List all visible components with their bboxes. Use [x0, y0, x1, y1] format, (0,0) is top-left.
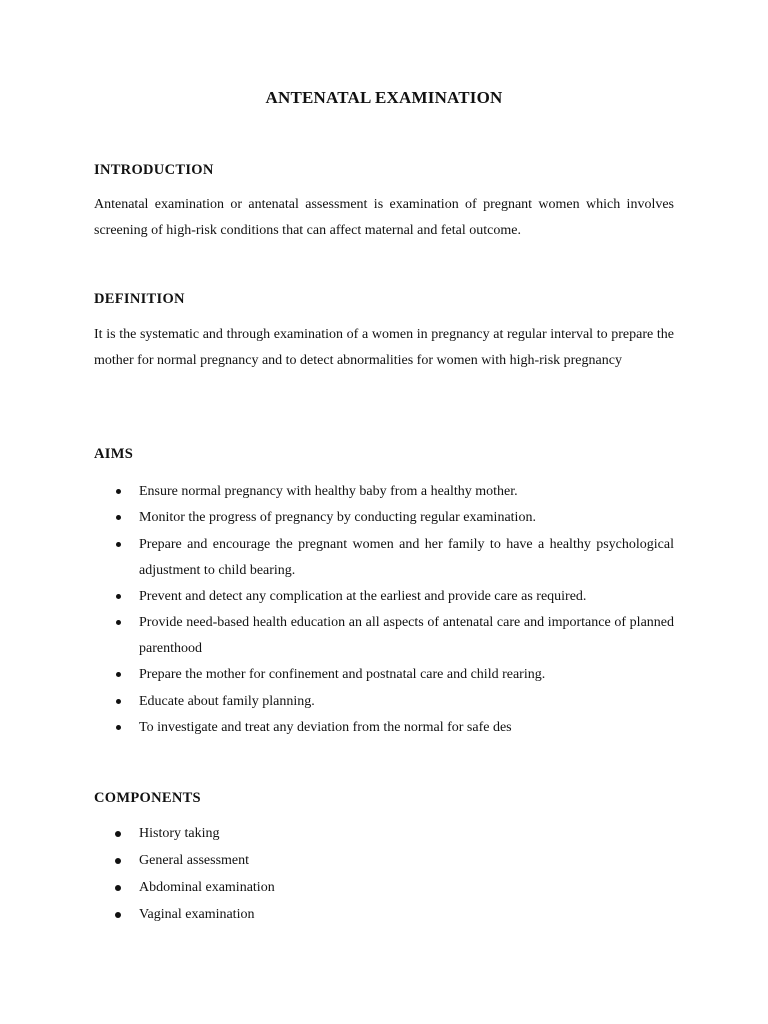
- aims-list-item: [94, 662, 674, 688]
- aims-list-item: [94, 610, 674, 662]
- aims-list-item: [94, 532, 674, 584]
- aims-item-text: Prepare and encourage the pregnant women and her family to have a healthy psychological adjustment to child bearing.: [139, 536, 674, 578]
- bullet-icon: [116, 542, 121, 547]
- aims-heading: AIMS: [94, 446, 134, 462]
- bullet-icon: [116, 515, 121, 520]
- components-item-text: Vaginal examination: [139, 907, 255, 922]
- components-list-item: [94, 901, 674, 928]
- components-item-text: History taking: [139, 826, 220, 841]
- bullet-icon: [115, 858, 121, 864]
- introduction-text: Antenatal examination or antenatal assessment is examination of pregnant women which involves screening of high-risk conditions that can affect maternal and fetal outcome.: [94, 197, 674, 238]
- aims-list-item: [94, 689, 674, 715]
- aims-list-item: [94, 479, 674, 505]
- bullet-icon: [115, 885, 121, 891]
- components-heading: COMPONENTS: [94, 790, 201, 806]
- components-list-item: [94, 874, 674, 901]
- aims-item-text: Provide need-based health education an all aspects of antenatal care and importance of planned parenthood: [139, 615, 674, 657]
- definition-text: It is the systematic and through examination of a women in pregnancy at regular interval to prepare the mother for normal pregnancy and to detect abnormalities for women with high-risk pregnancy: [94, 327, 674, 368]
- bullet-icon: [116, 489, 121, 494]
- aims-item-text: Monitor the progress of pregnancy by conducting regular examination.: [139, 510, 536, 526]
- bullet-icon: [115, 831, 121, 837]
- aims-list-item: [94, 715, 674, 741]
- bullet-icon: [116, 725, 121, 730]
- components-item-text: Abdominal examination: [139, 880, 275, 895]
- aims-item-text: Educate about family planning.: [139, 693, 315, 709]
- bullet-icon: [116, 594, 121, 599]
- introduction-heading: INTRODUCTION: [94, 162, 214, 178]
- bullet-icon: [116, 699, 121, 704]
- components-list-item: [94, 847, 674, 874]
- document-title: ANTENATAL EXAMINATION: [265, 88, 503, 107]
- aims-item-text: Ensure normal pregnancy with healthy baby from a healthy mother.: [139, 484, 518, 499]
- bullet-icon: [116, 620, 121, 625]
- aims-list-item: [94, 584, 674, 610]
- aims-item-text: Prevent and detect any complication at the earliest and provide care as required.: [139, 588, 587, 604]
- components-list: [94, 820, 674, 928]
- definition-heading: DEFINITION: [94, 291, 185, 307]
- aims-item-text: To investigate and treat any deviation from the normal for safe des: [139, 720, 512, 736]
- components-item-text: General assessment: [139, 853, 250, 868]
- components-list-item: [94, 820, 674, 847]
- aims-list-item: [94, 505, 674, 531]
- bullet-icon: [116, 672, 121, 677]
- aims-item-text: Prepare the mother for confinement and postnatal care and child rearing.: [139, 667, 546, 683]
- aims-list: [94, 479, 674, 741]
- bullet-icon: [115, 912, 121, 918]
